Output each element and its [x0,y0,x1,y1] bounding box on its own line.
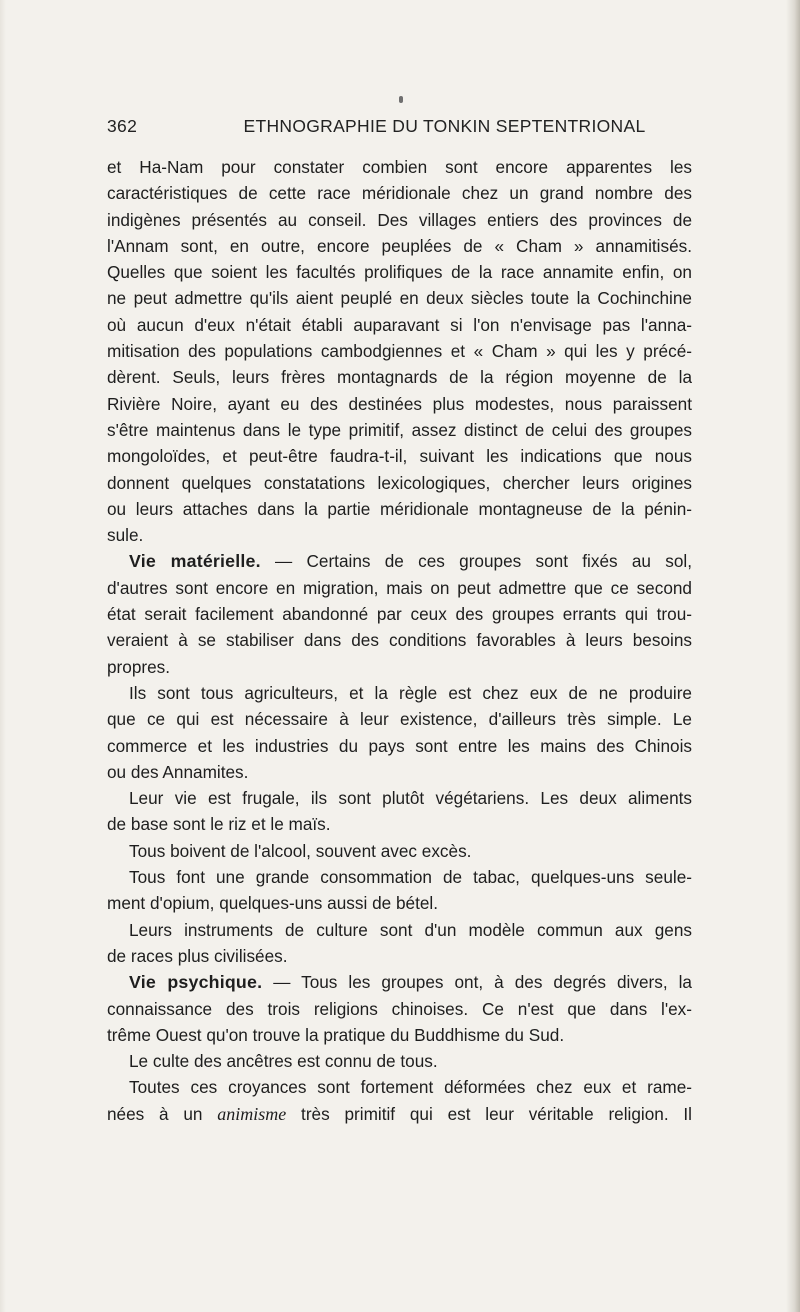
text-line: ou des Annamites. [107,761,249,782]
text-line: Le culte des ancêtres est connu de tous. [129,1051,438,1072]
text-line: dèrent. Seuls, leurs frères montagnards de la région moyenne de la [107,367,692,388]
text-fragment: nées à un [107,1103,218,1124]
text-line: trême Ouest qu'on trouve la pratique du Buddhisme du Sud. [107,1024,565,1045]
text-line: veraient à se stabiliser dans des conditions favorables à leurs besoins [107,630,692,651]
text-line: Quelles que soient les facultés prolifiques de la race annamite enfin, on [107,262,692,283]
text-line: Tous font une grande consommation de tabac, quelques-uns seule- [129,867,692,888]
text-fragment: très primitif qui est leur véritable religion. Il [286,1103,692,1124]
text-line: Ils sont tous agriculteurs, et la règle est chez eux de ne produire [129,682,692,703]
text-line: indigènes présentés au conseil. Des villages entiers des provinces de [107,209,692,230]
body-text [107,154,692,1127]
page-right-edge [786,0,800,1312]
text-line: Toutes ces croyances sont fortement déformées chez eux et rame- [129,1077,692,1098]
text-line: commerce et les industries du pays sont entre les mains des Chinois [107,735,692,756]
text-line: caractéristiques de cette race méridionale chez un grand nombre des [107,183,692,204]
page-header [107,116,692,140]
text-line: état serait facilement abandonné par ceux des groupes errants qui trou- [107,604,692,625]
section-first-line: — Certains de ces groupes sont fixés au sol, [260,551,692,572]
section-vie-materielle-heading-line [107,548,692,574]
text-line: mongoloïdes, et peut-être faudra-t-il, suivant les indications que nous [107,446,692,467]
text-line: donnent quelques constatations lexicologiques, chercher leurs origines [107,472,692,493]
text-line: de races plus civilisées. [107,945,288,966]
text-line: connaissance des trois religions chinoises. Ce n'est que dans l'ex- [107,998,692,1019]
section-title-vie-materielle: Vie matérielle. [129,551,261,572]
section-vie-psychique-heading-line [107,969,692,995]
page-left-shadow [0,0,6,1312]
text-line: s'être maintenus dans le type primitif, assez distinct de celui des groupes [107,419,692,440]
page-number: 362 [107,116,138,136]
section-first-line: — Tous les groupes ont, à des degrés divers, la [262,972,692,993]
emphasized-word: animisme [217,1103,287,1124]
text-line: ou leurs attaches dans la partie méridionale montagneuse de la pénin- [107,498,692,519]
ink-speck [399,96,403,103]
text-line: d'autres sont encore en migration, mais on peut admettre que ce second [107,577,692,598]
text-line: ne peut admettre qu'ils aient peuplé en deux siècles toute la Cochinchine [107,288,692,309]
text-line: Rivière Noire, ayant eu des destinées plus modestes, nous paraissent [107,393,692,414]
text-line: où aucun d'eux n'était établi auparavant si l'on n'envisage pas l'anna- [107,314,692,335]
text-line: Leur vie est frugale, ils sont plutôt végétariens. Les deux aliments [129,788,692,809]
text-line: Tous boivent de l'alcool, souvent avec excès. [129,840,472,861]
text-line: et Ha-Nam pour constater combien sont encore apparentes les [107,157,692,177]
section-title-vie-psychique: Vie psychique. [129,972,263,993]
text-line: mitisation des populations cambodgiennes et « Cham » qui les y précé- [107,341,692,362]
text-line: ment d'opium, quelques-uns aussi de bétel. [107,893,439,914]
text-line: l'Annam sont, en outre, encore peuplées de « Cham » annamitisés. [107,235,692,256]
text-line: propres. [107,656,171,677]
text-line-with-emphasis [107,1101,692,1127]
text-line: que ce qui est nécessaire à leur existence, d'ailleurs très simple. Le [107,709,692,730]
text-line: sule. [107,525,144,546]
text-line: de base sont le riz et le maïs. [107,814,331,835]
running-title: ETHNOGRAPHIE DU TONKIN SEPTENTRIONAL [243,116,646,136]
text-line: Leurs instruments de culture sont d'un modèle commun aux gens [129,919,692,940]
